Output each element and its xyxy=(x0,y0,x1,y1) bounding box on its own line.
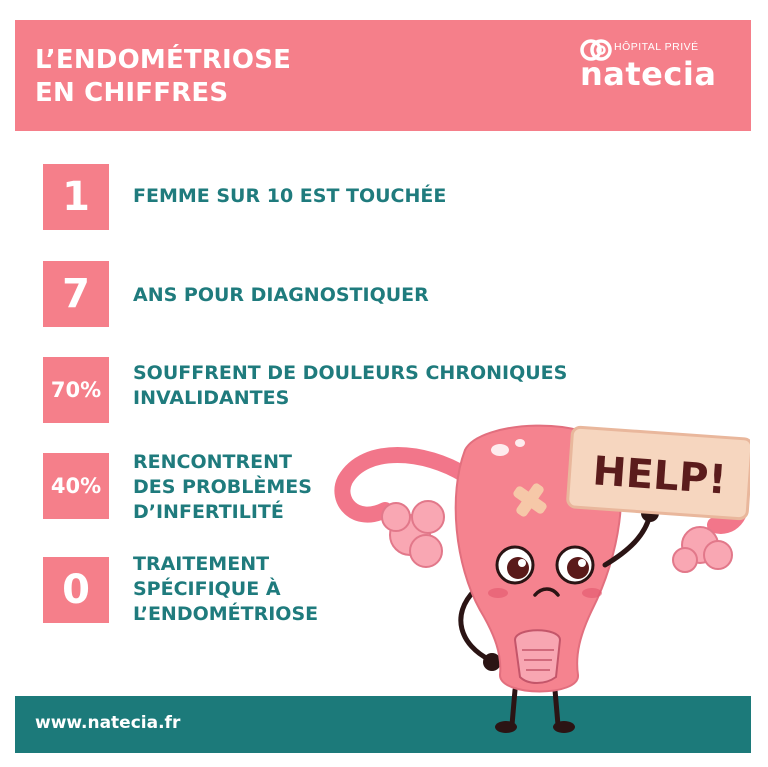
website-url: www.natecia.fr xyxy=(35,713,181,733)
stat-text-line: INVALIDANTES xyxy=(133,387,290,409)
left-ovary xyxy=(382,501,444,567)
stat-text xyxy=(133,450,312,525)
uterus-mascot-illustration xyxy=(330,405,750,740)
stat-number-box: 0 xyxy=(43,557,109,623)
stat-text-line: SOUFFRENT DE DOULEURS CHRONIQUES xyxy=(133,362,568,384)
cervix xyxy=(515,630,560,683)
title-line-2: EN CHIFFRES xyxy=(35,78,229,108)
help-sign xyxy=(567,427,750,519)
stat-text xyxy=(133,361,567,411)
stat-text xyxy=(133,283,429,308)
title-line-1: L’ENDOMÉTRIOSE xyxy=(35,45,292,75)
stat-text xyxy=(133,552,318,627)
logo-tagline: HÔPITAL PRIVÉ xyxy=(614,41,699,53)
stat-number-box: 1 xyxy=(43,164,109,230)
stat-text-line: RENCONTRENT xyxy=(133,451,292,473)
right-leg xyxy=(555,690,558,725)
stat-text-line: SPÉCIFIQUE À xyxy=(133,578,281,600)
stat-text xyxy=(133,184,446,209)
stat-number-box: 7 xyxy=(43,261,109,327)
stat-number-box: 40% xyxy=(43,453,109,519)
stat-number-box: 70% xyxy=(43,357,109,423)
header-banner xyxy=(15,20,751,131)
left-leg xyxy=(512,690,515,725)
page-title xyxy=(35,44,291,110)
help-sign-text: HELP! xyxy=(591,448,728,504)
stat-text-line: L’ENDOMÉTRIOSE xyxy=(133,603,319,625)
left-eye xyxy=(497,547,533,583)
stat-text-line: TRAITEMENT xyxy=(133,553,270,575)
right-eye xyxy=(557,547,593,583)
stat-text-line: D’INFERTILITÉ xyxy=(133,501,284,523)
natecia-logo xyxy=(580,37,740,107)
stat-text-line: ANS POUR DIAGNOSTIQUER xyxy=(133,284,429,306)
stat-text-line: DES PROBLÈMES xyxy=(133,476,312,498)
stat-text-line: FEMME SUR 10 EST TOUCHÉE xyxy=(133,185,447,207)
logo-name: natecia xyxy=(580,55,717,93)
